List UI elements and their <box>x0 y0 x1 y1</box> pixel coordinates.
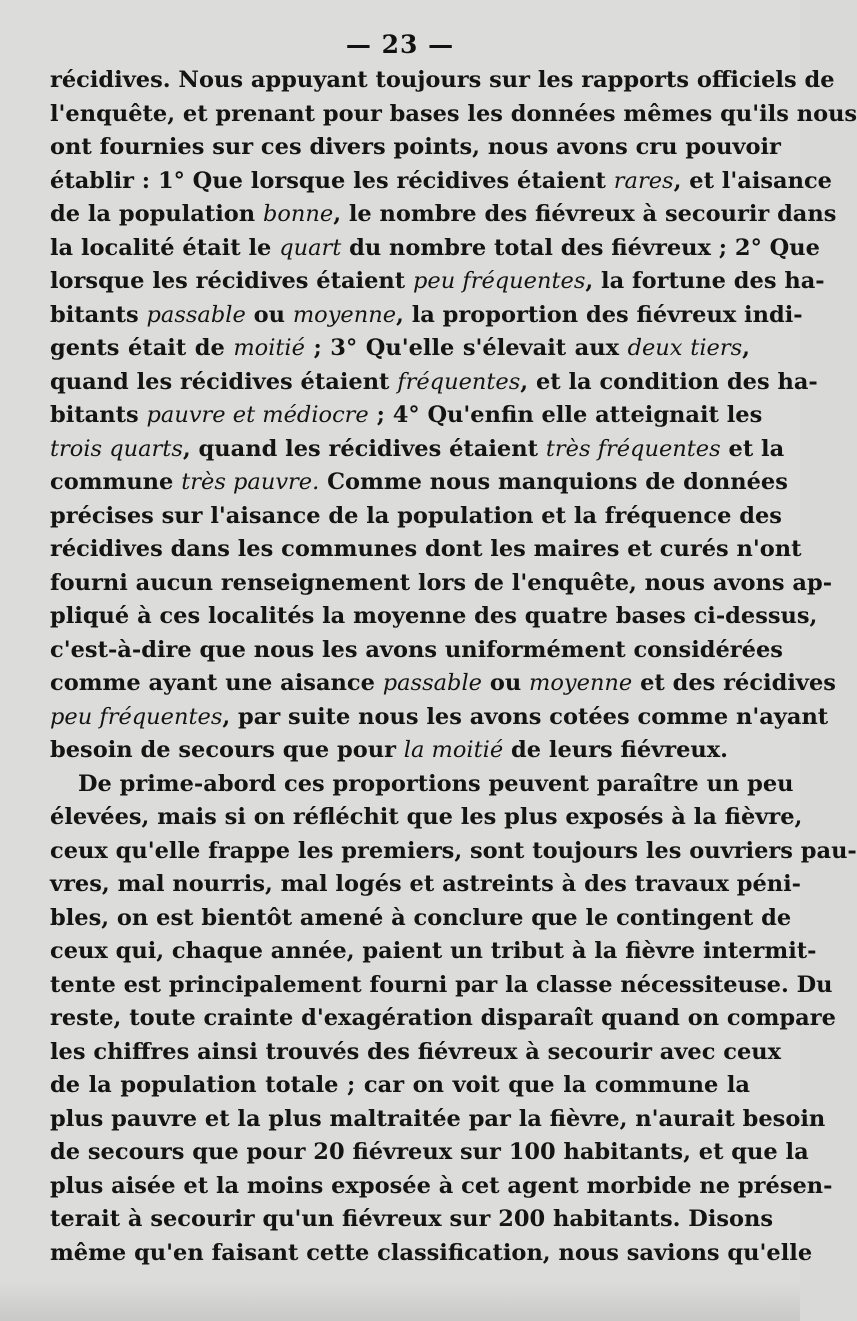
text-run: de leurs fiévreux. <box>503 737 729 763</box>
text-line <box>50 868 802 902</box>
text-line <box>50 1237 813 1271</box>
text-run: bles, on est bientôt amené à conclure que le contingent de <box>50 904 792 931</box>
text-line <box>50 1069 750 1103</box>
body-text <box>50 64 857 1270</box>
text-run: bitants <box>50 301 147 328</box>
text-run: pliqué à ces localités la moyenne des quatre bases ci-dessus, <box>50 603 818 629</box>
italic-run: passable <box>146 301 246 328</box>
text-line <box>50 969 833 1003</box>
text-run: , et la condition des ha- <box>520 368 818 395</box>
text-run: ou <box>481 670 530 696</box>
text-line <box>50 165 832 199</box>
text-run: ont fournies sur ces divers points, nous avons cru pouvoir <box>50 134 781 160</box>
text-line <box>50 500 782 534</box>
text-run: , la proportion des fiévreux indi- <box>396 301 803 328</box>
text-run: établir : 1° Que lorsque les récidives étaient <box>50 167 614 194</box>
text-run: et la <box>720 435 785 462</box>
text-run: fourni aucun renseignement lors de l'enquête, nous avons ap- <box>50 569 833 596</box>
text-line <box>50 600 818 634</box>
text-run: quand les récidives étaient <box>50 368 398 395</box>
text-run: , et l'aisance <box>673 167 832 194</box>
italic-run: peu fréquentes <box>50 703 223 730</box>
text-run: ceux qu'elle frappe les premiers, sont toujours les ouvriers pau- <box>50 837 857 864</box>
text-run: de la population totale ; car on voit que la commune la <box>50 1072 750 1098</box>
text-run: besoin de secours que pour <box>50 737 404 763</box>
text-run: précises sur l'aisance de la population et la fréquence des <box>50 502 782 529</box>
text-run: , la fortune des ha- <box>585 268 825 294</box>
text-line <box>50 64 835 98</box>
text-line <box>50 801 803 835</box>
text-run: bitants <box>50 402 147 428</box>
text-run: comme ayant une aisance <box>50 670 383 696</box>
text-line <box>50 935 817 969</box>
text-line <box>50 634 783 668</box>
italic-run: la moitié <box>403 737 504 763</box>
text-line <box>50 98 857 132</box>
italic-run: fréquentes <box>397 368 521 395</box>
text-run: , le nombre des fiévreux à secourir dans <box>333 201 837 227</box>
italic-run: très fréquentes <box>545 435 721 462</box>
text-line <box>50 1170 833 1204</box>
text-run: De prime-abord ces proportions peuvent paraître un peu <box>78 770 794 797</box>
text-line <box>50 466 788 500</box>
italic-run: très pauvre. <box>181 469 320 495</box>
text-run: et des récidives <box>632 670 836 696</box>
text-run: élevées, mais si on réfléchit que les plus exposés à la fièvre, <box>50 804 803 830</box>
text-run: ; 4° Qu'enfin elle atteignait les <box>368 402 763 428</box>
italic-run: rares <box>613 167 674 194</box>
text-line <box>50 366 818 400</box>
text-run: tente est principalement fourni par la classe nécessiteuse. Du <box>50 971 833 998</box>
text-line <box>50 299 803 333</box>
italic-run: deux tiers <box>627 335 743 361</box>
text-run: vres, mal nourris, mal logés et astreints à des travaux péni- <box>50 871 802 897</box>
text-line <box>50 768 794 802</box>
text-run: ou <box>245 301 293 328</box>
text-run: terait à secourir qu'un fiévreux sur 200 habitants. Disons <box>50 1206 774 1232</box>
text-line <box>50 533 802 567</box>
text-run: ; 3° Qu'elle s'élevait aux <box>304 335 628 361</box>
italic-run: passable <box>382 670 482 696</box>
text-line <box>50 198 837 232</box>
text-run: gents était de <box>50 335 234 361</box>
italic-run: trois quarts <box>50 435 183 462</box>
text-line <box>50 1203 774 1237</box>
italic-run: pauvre et médiocre <box>146 402 369 428</box>
text-line <box>50 1036 782 1070</box>
page-edge-shadow <box>0 1281 800 1321</box>
text-line <box>50 131 781 165</box>
text-line <box>50 232 820 266</box>
text-line <box>50 399 763 433</box>
text-line <box>50 667 836 701</box>
text-line <box>50 835 857 869</box>
italic-run: quart <box>279 234 342 261</box>
text-run: reste, toute crainte d'exagération disparaît quand on compare <box>50 1005 836 1031</box>
text-run: plus aisée et la moins exposée à cet agent morbide ne présen- <box>50 1172 833 1199</box>
text-run: l'enquête, et prenant pour bases les données mêmes qu'ils nous <box>50 100 857 127</box>
italic-run: moyenne <box>529 670 633 696</box>
text-run: du nombre total des fiévreux ; 2° Que <box>341 234 820 261</box>
text-run: lorsque les récidives étaient <box>50 268 413 294</box>
page-number: — 23 — <box>345 30 455 59</box>
text-run: récidives. Nous appuyant toujours sur les rapports officiels de <box>50 67 835 93</box>
text-line <box>50 1103 826 1137</box>
text-line <box>50 567 833 601</box>
text-run: plus pauvre et la plus maltraitée par la fièvre, n'aurait besoin <box>50 1105 826 1132</box>
text-line <box>50 1002 836 1036</box>
text-run: c'est-à-dire que nous les avons uniformément considérées <box>50 636 783 663</box>
text-line <box>50 734 750 768</box>
text-run: les chiffres ainsi trouvés des fiévreux à secourir avec ceux <box>50 1038 782 1065</box>
text-run: de la population <box>50 201 263 227</box>
text-line <box>50 332 750 366</box>
text-run: , par suite nous les avons cotées comme n'ayant <box>222 703 829 730</box>
text-run: ceux qui, chaque année, paient un tribut à la fièvre intermit- <box>50 938 817 964</box>
italic-run: peu fréquentes <box>413 268 586 294</box>
text-run: même qu'en faisant cette classification, nous savions qu'elle <box>50 1239 813 1266</box>
text-run: commune <box>50 469 182 495</box>
text-run: Comme nous manquions de données <box>319 469 788 495</box>
text-run: , quand les récidives étaient <box>182 435 546 462</box>
text-line <box>50 1136 809 1170</box>
italic-run: bonne <box>262 201 334 227</box>
text-run: la localité était le <box>50 234 280 261</box>
text-run: récidives dans les communes dont les maires et curés n'ont <box>50 536 802 562</box>
italic-run: moitié <box>233 335 305 361</box>
text-run: de secours que pour 20 fiévreux sur 100 habitants, et que la <box>50 1139 809 1165</box>
text-line <box>50 701 829 735</box>
text-line <box>50 902 792 936</box>
text-line <box>50 265 825 299</box>
italic-run: moyenne <box>292 301 397 328</box>
text-run: , <box>742 335 751 361</box>
text-line <box>50 433 785 467</box>
